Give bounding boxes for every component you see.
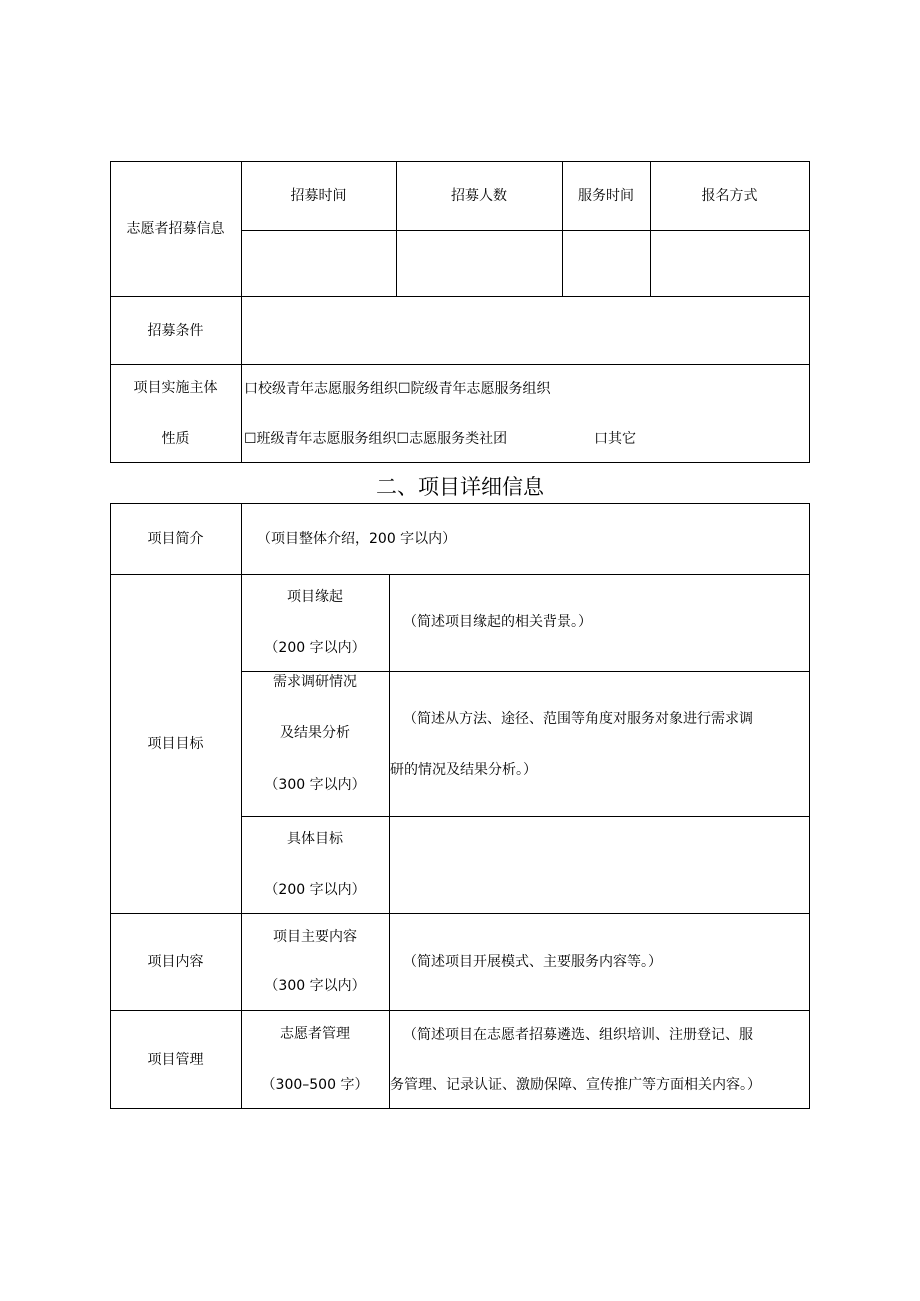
recruit-conditions-label: 招募条件 xyxy=(147,323,204,339)
content-sub-label: 项目主要内容 xyxy=(273,929,357,945)
header-recruit-count: 招募人数 xyxy=(451,188,507,204)
origin-limit: （200 字以内） xyxy=(264,640,366,656)
research-hint-line1: （简述从方法、途径、范围等角度对服务对象进行需求调 xyxy=(403,711,753,727)
content-limit: （300 字以内） xyxy=(264,978,366,994)
subject-options-line1: 口校级青年志愿服务组织☐院级青年志愿服务组织 xyxy=(244,381,551,397)
origin-label: 项目缘起 xyxy=(287,589,343,605)
management-hint-line2: 务管理、记录认证、激励保障、宣传推广等方面相关内容。） xyxy=(390,1077,761,1093)
subject-option-other: 口其它 xyxy=(594,431,636,447)
intro-label: 项目简介 xyxy=(147,531,204,547)
subject-label-line1: 项目实施主体 xyxy=(133,380,218,396)
research-label-line2: 及结果分析 xyxy=(280,725,350,741)
header-service-time: 服务时间 xyxy=(578,188,634,204)
management-limit: （300–500 字） xyxy=(261,1077,369,1093)
specific-goal-label: 具体目标 xyxy=(287,831,343,847)
subject-options-line2a: ☐班级青年志愿服务组织☐志愿服务类社团 xyxy=(244,431,508,447)
header-recruit-time: 招募时间 xyxy=(290,188,347,204)
management-sub-label: 志愿者管理 xyxy=(280,1026,350,1042)
research-limit: （300 字以内） xyxy=(264,777,366,793)
goal-label: 项目目标 xyxy=(147,736,204,752)
recruit-info-label: 志愿者招募信息 xyxy=(126,221,225,237)
intro-hint: （项目整体介绍，200 字以内） xyxy=(257,531,457,547)
header-signup-method: 报名方式 xyxy=(701,188,758,204)
management-hint-line1: （简述项目在志愿者招募遴选、组织培训、注册登记、服 xyxy=(403,1027,753,1043)
research-label-line1: 需求调研情况 xyxy=(273,674,357,690)
research-hint-line2: 研的情况及结果分析。） xyxy=(390,762,537,778)
management-label: 项目管理 xyxy=(147,1052,204,1068)
specific-goal-limit: （200 字以内） xyxy=(264,882,366,898)
content-label: 项目内容 xyxy=(147,954,204,970)
origin-hint: （简述项目缘起的相关背景。） xyxy=(403,614,592,630)
section-title: 二、项目详细信息 xyxy=(376,475,544,499)
subject-label-line2: 性质 xyxy=(161,431,190,447)
content-hint: （简述项目开展模式、主要服务内容等。） xyxy=(403,954,662,970)
